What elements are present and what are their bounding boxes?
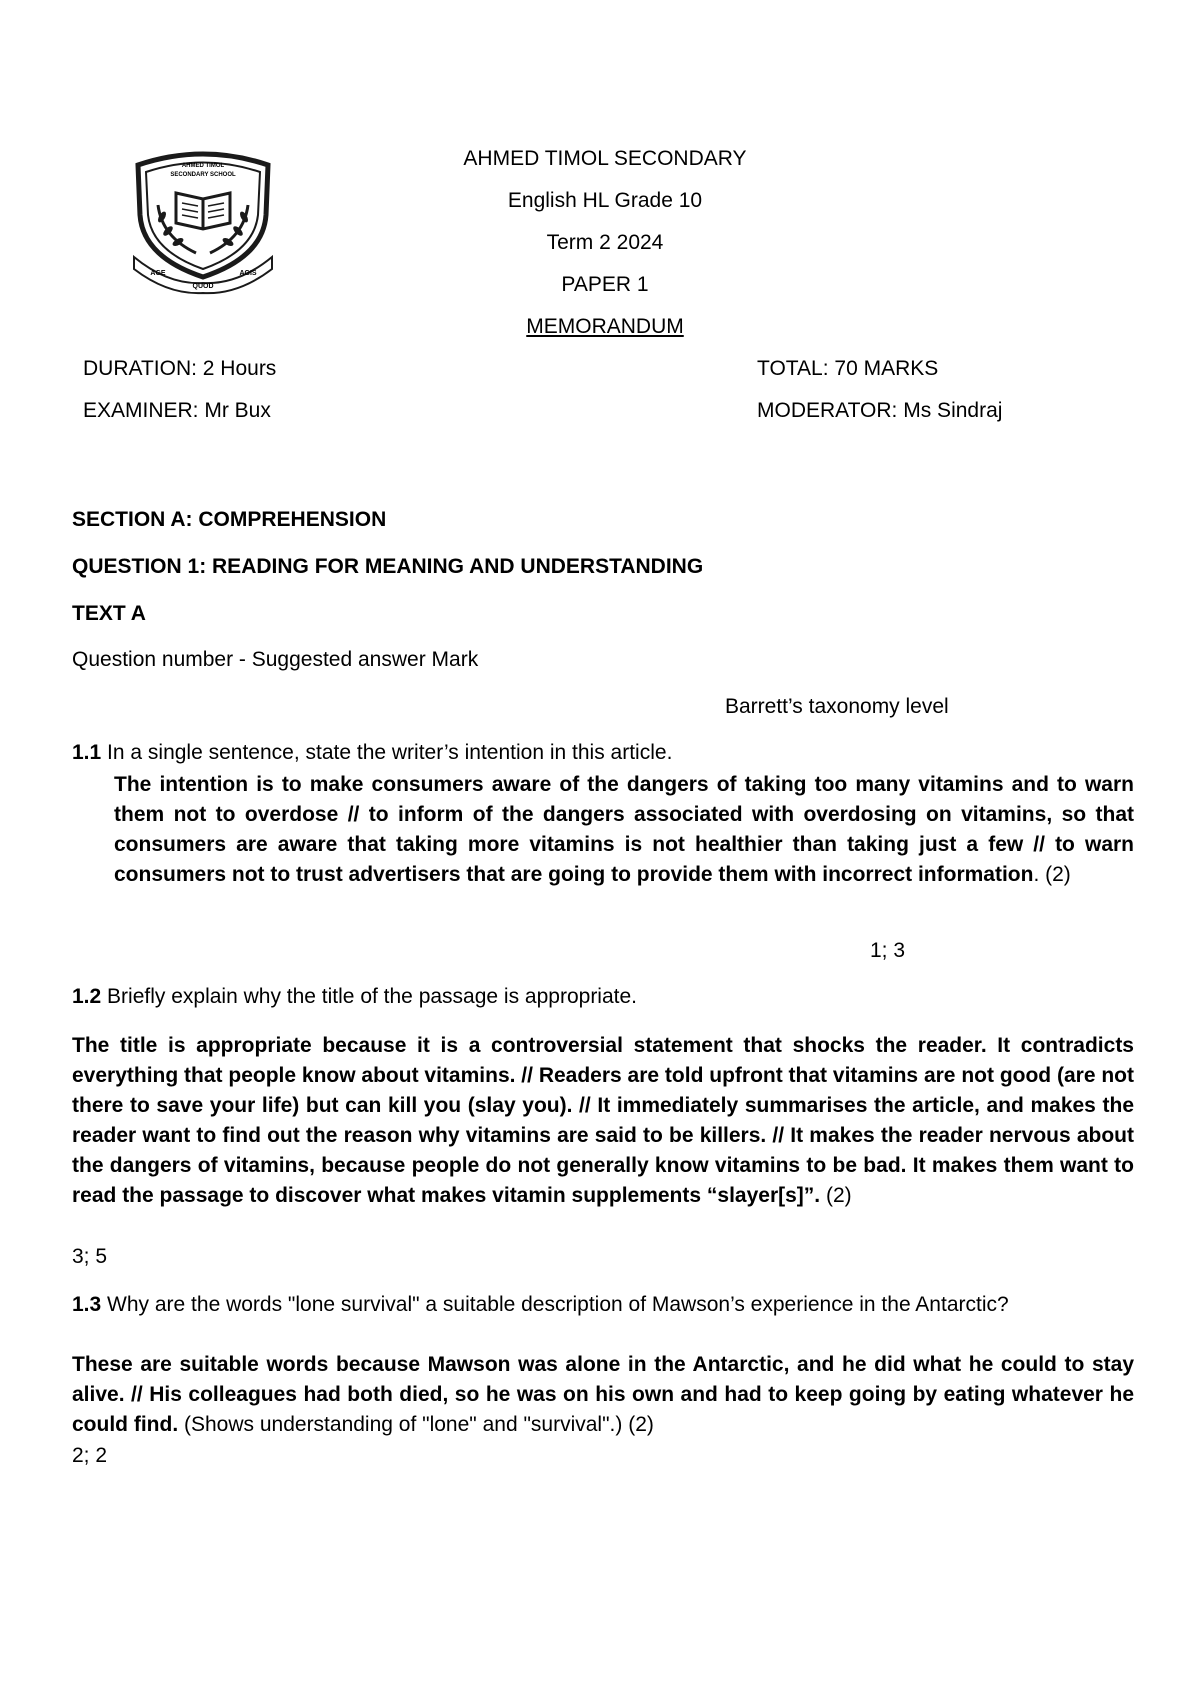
school-name: AHMED TIMOL SECONDARY [463, 147, 747, 170]
columns-line: Question number - Suggested answer Mark [72, 648, 479, 671]
duration-label: DURATION: 2 Hours [83, 357, 277, 380]
question-1-3 [72, 1290, 1134, 1319]
answer-1-3 [72, 1350, 1134, 1440]
answer-text: The title is appropriate because it is a controversial statement that shocks the reader. It contradicts everything that people know about vitamins. // Readers are told upfront that vitamins are not good (are not there to save your life) but can kill you (slay you). // It immediately summarises the article, and makes the reader want to find out the reason why vitamins are said to be killers. // It makes the reader nervous about the dangers of vitamins, because people do not generally know vitamins to be bad. It makes them want to read the passage to discover what makes vitamin supplements “slayer[s]”. [72, 1034, 1134, 1207]
question-number: 1.2 [72, 985, 102, 1008]
question-number: 1.1 [72, 741, 102, 764]
moderator-label: MODERATOR: Ms Sindraj [757, 399, 1003, 422]
text-label: TEXT A [72, 602, 146, 625]
crest-motto-1: AGE [150, 270, 166, 277]
taxonomy-level-1-3: 2; 2 [72, 1444, 108, 1467]
section-title: SECTION A: COMPREHENSION [72, 508, 387, 531]
examiner-label: EXAMINER: Mr Bux [83, 399, 271, 422]
taxonomy-label: Barrett’s taxonomy level [725, 695, 949, 718]
answer-marks: (Shows understanding of "lone" and "survival".) (2) [178, 1413, 654, 1436]
question-text: In a single sentence, state the writer’s intention in this article. [101, 741, 673, 764]
answer-1-2 [72, 1031, 1134, 1211]
total-marks-label: TOTAL: 70 MARKS [757, 357, 939, 380]
svg-text:SECONDARY SCHOOL: SECONDARY SCHOOL [170, 172, 236, 178]
answer-text: The intention is to make consumers aware of the dangers of taking too many vitamins and to warn them not to overdose // to inform of the dangers associated with overdosing on vitamins, so that consumers are aware that taking more vitamins is not healthier than taking just a few // to warn consumers not to trust advertisers that are going to provide them with incorrect information [114, 773, 1134, 886]
subject-title: English HL Grade 10 [507, 189, 703, 212]
question-number: 1.3 [72, 1293, 102, 1316]
answer-1-1 [114, 770, 1134, 890]
crest-motto-2: QUOD [192, 283, 214, 290]
paper-label: PAPER 1 [561, 273, 649, 296]
answer-marks: (2) [820, 1184, 852, 1207]
crest-motto-3: AGIS [239, 270, 257, 277]
school-crest-logo [128, 145, 278, 295]
question-text: Why are the words "lone survival" a suitable description of Mawson’s experience in the Antarctic? [101, 1293, 1009, 1316]
memorandum-title: MEMORANDUM [526, 315, 684, 338]
question-heading: QUESTION 1: READING FOR MEANING AND UNDERSTANDING [72, 555, 704, 578]
taxonomy-level-1-2: 3; 5 [72, 1245, 108, 1268]
answer-text: These are suitable words because Mawson was alone in the Antarctic, and he did what he could to stay alive. // His colleagues had both died, so he was on his own and had to keep going by eating whatever he could find. [72, 1353, 1134, 1436]
svg-text:AHMED TIMOL: AHMED TIMOL [181, 163, 225, 169]
question-text: Briefly explain why the title of the passage is appropriate. [101, 985, 638, 1008]
taxonomy-level-1-1: 1; 3 [870, 939, 906, 962]
question-1-1 [72, 741, 672, 765]
term-label: Term 2 2024 [546, 231, 664, 254]
answer-marks: . (2) [1033, 863, 1071, 886]
question-1-2 [72, 985, 637, 1009]
